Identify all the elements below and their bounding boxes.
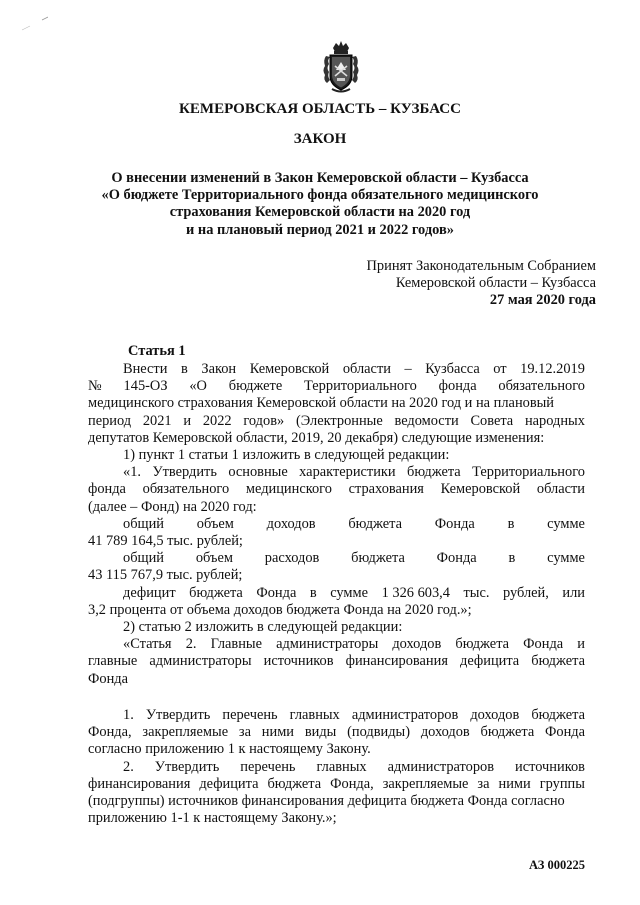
word: Фонда, xyxy=(330,775,374,792)
word: Утвердить xyxy=(154,758,220,775)
word: рублей, xyxy=(503,584,549,601)
word: 1 326 603,4 xyxy=(381,584,450,601)
word: главных xyxy=(289,707,340,723)
word: Фонда xyxy=(436,550,477,567)
word: ними xyxy=(261,724,295,741)
justified-line xyxy=(88,516,585,533)
word: (подвиды) xyxy=(347,724,411,741)
word: 145-ОЗ xyxy=(123,378,168,395)
word: Кемеровской xyxy=(249,361,330,377)
expense-value: 43 115 767,9 тыс. рублей; xyxy=(88,567,243,584)
word: бюджета xyxy=(531,707,585,723)
word: Совета xyxy=(470,412,514,429)
word: 1. xyxy=(123,707,134,723)
word: период xyxy=(88,412,132,429)
justified-line xyxy=(88,724,585,741)
word: области xyxy=(342,361,391,377)
word: «Статья xyxy=(123,636,172,653)
justified-line xyxy=(88,776,585,793)
word: области xyxy=(536,481,585,498)
justified-line xyxy=(88,464,585,481)
justified-line xyxy=(88,361,585,378)
word: в xyxy=(507,515,515,532)
word: 2022 xyxy=(202,412,232,429)
word: тыс. xyxy=(463,584,490,601)
word: 2. xyxy=(185,636,197,653)
word: Фонда xyxy=(434,515,475,532)
word: закрепляемые xyxy=(142,724,229,741)
article-points xyxy=(88,707,585,827)
word: доходов xyxy=(420,724,470,741)
word: бюджете xyxy=(228,378,283,395)
word: Территориального xyxy=(304,378,417,395)
word: дефицит xyxy=(123,584,176,601)
word: доходов xyxy=(266,515,316,532)
word: доходов xyxy=(470,707,520,723)
word: объем xyxy=(196,515,234,532)
article-body xyxy=(88,361,585,688)
word: народных xyxy=(524,412,585,429)
word: 2. xyxy=(123,758,134,775)
text-line: медицинского страхования Кемеровской области на 2020 год и на плановый xyxy=(88,395,554,412)
word: в xyxy=(508,550,516,567)
word: сумме xyxy=(547,515,585,532)
word: и xyxy=(183,412,192,429)
word: Кемеровской xyxy=(440,481,521,498)
word: ведомости xyxy=(394,412,459,429)
word: администраторы xyxy=(149,653,252,670)
word: Территориального xyxy=(472,464,585,481)
word: администраторы xyxy=(276,636,379,653)
word: бюджета xyxy=(267,775,322,792)
word: Закон xyxy=(201,361,237,377)
word: в xyxy=(309,584,317,601)
word: – xyxy=(404,361,412,377)
word: расходов xyxy=(264,550,320,567)
text-line: 3,2 процента от объема доходов бюджета Фонда на 2020 год.»; xyxy=(88,601,472,618)
word: главных xyxy=(316,758,367,775)
word: сумме xyxy=(547,550,585,567)
income-value: 41 789 164,5 тыс. рублей; xyxy=(88,532,243,549)
word: Кузбасса xyxy=(425,361,480,377)
text-line: (далее – Фонд) на 2020 год: xyxy=(88,498,257,515)
word: бюджета xyxy=(407,464,461,481)
adoption-line: Кемеровской области – Кузбасса xyxy=(395,275,596,292)
word: бюджета xyxy=(351,550,405,567)
law-title xyxy=(0,170,640,239)
text-line: приложению 1-1 к настоящему Закону.»; xyxy=(88,810,337,827)
word: объем xyxy=(195,550,233,567)
word: виды xyxy=(304,724,337,741)
adoption-date: 27 мая 2020 года xyxy=(489,292,596,309)
article-title: Статья 1 xyxy=(128,343,186,359)
word: и xyxy=(577,636,585,653)
justified-line xyxy=(88,378,585,395)
word: за xyxy=(238,724,251,741)
word: обязательного xyxy=(142,481,230,498)
word: общий xyxy=(123,515,165,532)
word: годов» xyxy=(243,412,285,429)
word: финансирования xyxy=(88,775,191,792)
justified-line xyxy=(88,759,585,776)
word: № xyxy=(88,378,102,395)
word: финансирования xyxy=(345,653,448,670)
serial-number: АЗ 000225 xyxy=(529,858,585,872)
word: Фонда xyxy=(523,636,564,653)
word: Главные xyxy=(210,636,262,653)
document-type-heading: ЗАКОН xyxy=(293,131,347,147)
word: страхования xyxy=(348,481,424,498)
justified-line xyxy=(88,707,585,724)
word: 2021 xyxy=(142,412,172,429)
word: закрепляемые xyxy=(382,775,469,792)
text-line: (подгруппы) источников финансирования дефицита бюджета Фонда согласно xyxy=(88,793,565,809)
word: от xyxy=(493,361,507,377)
word: бюджета xyxy=(455,636,510,653)
word: перечень xyxy=(240,758,296,775)
word: общий xyxy=(123,550,165,567)
word: обязательного xyxy=(498,378,585,395)
word: основные xyxy=(228,464,288,481)
word: бюджета xyxy=(480,724,535,741)
text-line: депутатов Кемеровской области, 2019, 20 декабря) следующие изменения: xyxy=(88,429,545,446)
title-line: страхования Кемеровской области на 2020 год xyxy=(169,204,471,221)
word: источников xyxy=(263,653,334,670)
word: бюджета xyxy=(348,515,403,532)
word: фонда xyxy=(438,378,477,395)
word: «О xyxy=(189,378,207,395)
justified-line xyxy=(88,585,585,602)
justified-line xyxy=(88,481,585,498)
word: главные xyxy=(88,653,138,670)
word: доходов xyxy=(392,636,442,653)
text-line: 1) пункт 1 статьи 1 изложить в следующей редакции: xyxy=(123,446,450,463)
word: (Электронные xyxy=(295,412,383,429)
title-line: «О бюджете Территориального фонда обязательного медицинского xyxy=(101,187,539,204)
scan-mark xyxy=(8,8,48,38)
word: администраторов xyxy=(351,707,459,723)
region-heading: КЕМЕРОВСКАЯ ОБЛАСТЬ – КУЗБАСС xyxy=(179,101,461,117)
word: Утвердить xyxy=(152,464,217,481)
justified-line xyxy=(88,653,585,670)
text-line: Фонда xyxy=(88,670,128,687)
title-line: О внесении изменений в Закон Кемеровской области – Кузбасса xyxy=(111,170,529,186)
justified-line xyxy=(88,636,585,653)
word: в xyxy=(181,361,188,377)
coat-of-arms-emblem xyxy=(320,40,362,94)
word: дефицита xyxy=(460,653,520,670)
word: медицинского xyxy=(245,481,332,498)
text-line: согласно приложению 1 к настоящему Закону. xyxy=(88,741,371,758)
word: группы xyxy=(539,775,585,792)
word: дефицита xyxy=(199,775,259,792)
justified-line xyxy=(88,550,585,567)
word: за xyxy=(477,775,490,792)
word: сумме xyxy=(330,584,369,601)
text-line: 2) статью 2 изложить в следующей редакции: xyxy=(123,618,403,635)
word: источников xyxy=(515,758,585,775)
justified-line xyxy=(88,413,585,430)
word: администраторов xyxy=(387,758,495,775)
word: характеристики xyxy=(299,464,396,481)
word: 19.12.2019 xyxy=(520,361,585,377)
word: Фонда xyxy=(545,724,585,741)
word: или xyxy=(562,584,585,601)
word: Внести xyxy=(123,361,168,377)
word: «1. xyxy=(123,464,141,481)
word: Утвердить xyxy=(145,707,211,723)
word: Фонда, xyxy=(88,724,132,741)
title-line: и на плановый период 2021 и 2022 годов» xyxy=(186,221,454,238)
word: ними xyxy=(498,775,531,792)
word: перечень xyxy=(222,707,278,723)
word: фонда xyxy=(88,481,126,498)
word: бюджета xyxy=(531,653,585,670)
adoption-block xyxy=(367,258,596,310)
word: Фонда xyxy=(256,584,297,601)
adoption-line: Принят Законодательным Собранием xyxy=(366,258,596,274)
word: бюджета xyxy=(189,584,243,601)
